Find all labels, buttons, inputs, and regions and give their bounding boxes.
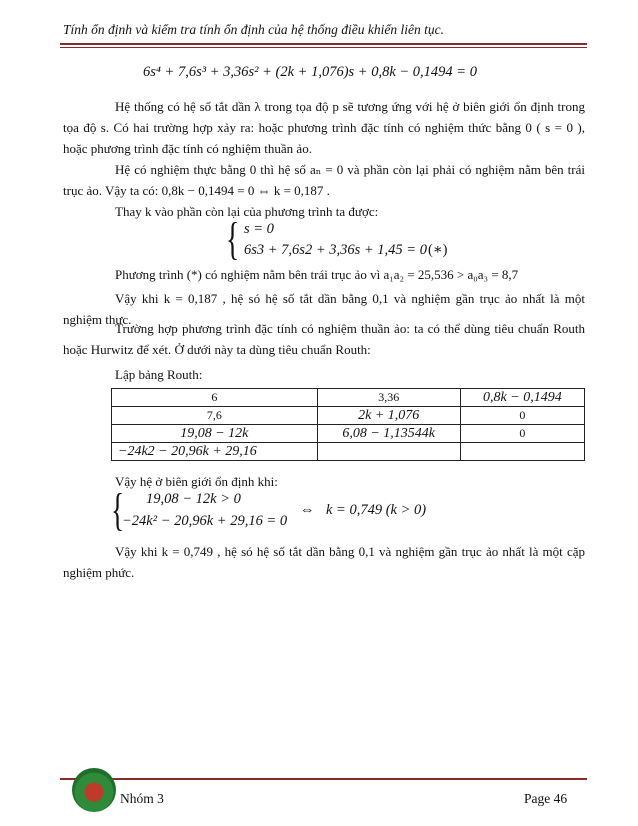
system2-result: k = 0,749 (k > 0) xyxy=(326,502,427,518)
routh-cell: 6 xyxy=(112,389,318,407)
paragraph-4-text: Phương trình (*) có nghiệm nằm bên trái trục ảo vì a₁a₂ = 25,536 > a₀a₃ = 8,7 xyxy=(115,267,519,282)
routh-cell: 0,8k − 0,1494 xyxy=(460,389,584,407)
paragraph-7: Vậy hệ ở biên giới ổn định khi: xyxy=(115,474,278,489)
paragraph-6-text: Trường hợp phương trình đặc tính có nghiệm thuần ảo: ta có thể dùng tiêu chuẩn Routh hoặc Hurwitz để xét. Ở dưới này ta dùng tiêu chuẩn Routh: xyxy=(63,321,585,357)
page-header-title: Tính ổn định và kiểm tra tính ổn định của hệ thống điều khiển liên tục. xyxy=(63,22,444,37)
left-brace-1: { xyxy=(226,213,240,264)
left-brace-2: { xyxy=(111,484,125,535)
routh-row xyxy=(112,443,585,461)
paragraph-2-text: Hệ có nghiệm thực bằng 0 thì hệ số aₙ = 0 và phần còn lại phải có nghiệm nằm bên trái trục ảo. Vậy ta có: 0,8k − 0,1494 = 0 ⇔ k = 0,187 . xyxy=(63,162,585,198)
routh-row xyxy=(112,389,585,407)
system2-line1: 19,08 − 12k > 0 xyxy=(146,491,241,507)
paragraph-1 xyxy=(63,96,585,159)
paragraph-4 xyxy=(63,264,585,285)
routh-cell xyxy=(317,443,460,461)
routh-row xyxy=(112,425,585,443)
footer-rule xyxy=(60,778,587,780)
footer-page-number: Page 46 xyxy=(524,791,568,806)
routh-cell: 0 xyxy=(460,407,584,425)
routh-label: Lập bảng Routh: xyxy=(115,367,203,382)
footer-group-label: Nhóm 3 xyxy=(120,791,164,806)
characteristic-equation: 6s⁴ + 7,6s³ + 3,36s² + (2k + 1,076)s + 0,8k − 0,1494 = 0 xyxy=(143,64,477,80)
routh-cell: 0 xyxy=(460,425,584,443)
header-rule-thin xyxy=(60,47,587,48)
system1-line1: s = 0 xyxy=(244,221,274,237)
paragraph-3-text: Thay k vào phần còn lại của phương trình ta được: xyxy=(115,204,379,219)
routh-row xyxy=(112,407,585,425)
paragraph-8-text: Vậy khi k = 0,749 , hệ só hệ số tắt dần bằng 0,1 và nghiệm gần trục ảo nhất là một cặp nghiệm phức. xyxy=(63,544,585,580)
paragraph-2 xyxy=(63,159,585,201)
system2-line2: −24k² − 20,96k + 29,16 = 0 xyxy=(122,513,288,529)
system1-tag: (∗) xyxy=(428,242,448,258)
system1-line2: 6s3 + 7,6s2 + 3,36s + 1,45 = 0 xyxy=(244,242,427,258)
routh-cell: 7,6 xyxy=(112,407,318,425)
routh-table xyxy=(111,388,585,461)
routh-cell xyxy=(460,443,584,461)
paragraph-8 xyxy=(63,541,585,583)
routh-cell: 2k + 1,076 xyxy=(317,407,460,425)
routh-cell: 3,36 xyxy=(317,389,460,407)
paragraph-6 xyxy=(63,318,585,360)
school-logo-icon xyxy=(72,768,116,812)
paragraph-3 xyxy=(63,201,585,222)
paragraph-1-text: Hệ thống có hệ số tắt dần λ trong tọa độ p sẽ tương ứng với hệ ở biên giới ổn định trong tọa độ s. Có hai trường hợp xảy ra: hoặc phương trình đặc tính có nghiệm thức bằng 0 ( s = 0 ), hoặc phương trình đặc tính có nghiệm thuần ảo. xyxy=(63,99,585,156)
paragraph-5-text: Vậy khi k = 0,187 , hệ só hệ số tắt dần bằng 0,1 và nghiệm gần trục ảo nhất là một nghiệm thực. xyxy=(63,291,585,327)
routh-cell: 19,08 − 12k xyxy=(112,425,318,443)
header-rule-thick xyxy=(60,43,587,45)
routh-cell: 6,08 − 1,13544k xyxy=(317,425,460,443)
routh-cell: −24k2 − 20,96k + 29,16 xyxy=(112,443,318,461)
equivalence-arrow: ⇔ xyxy=(300,502,315,518)
